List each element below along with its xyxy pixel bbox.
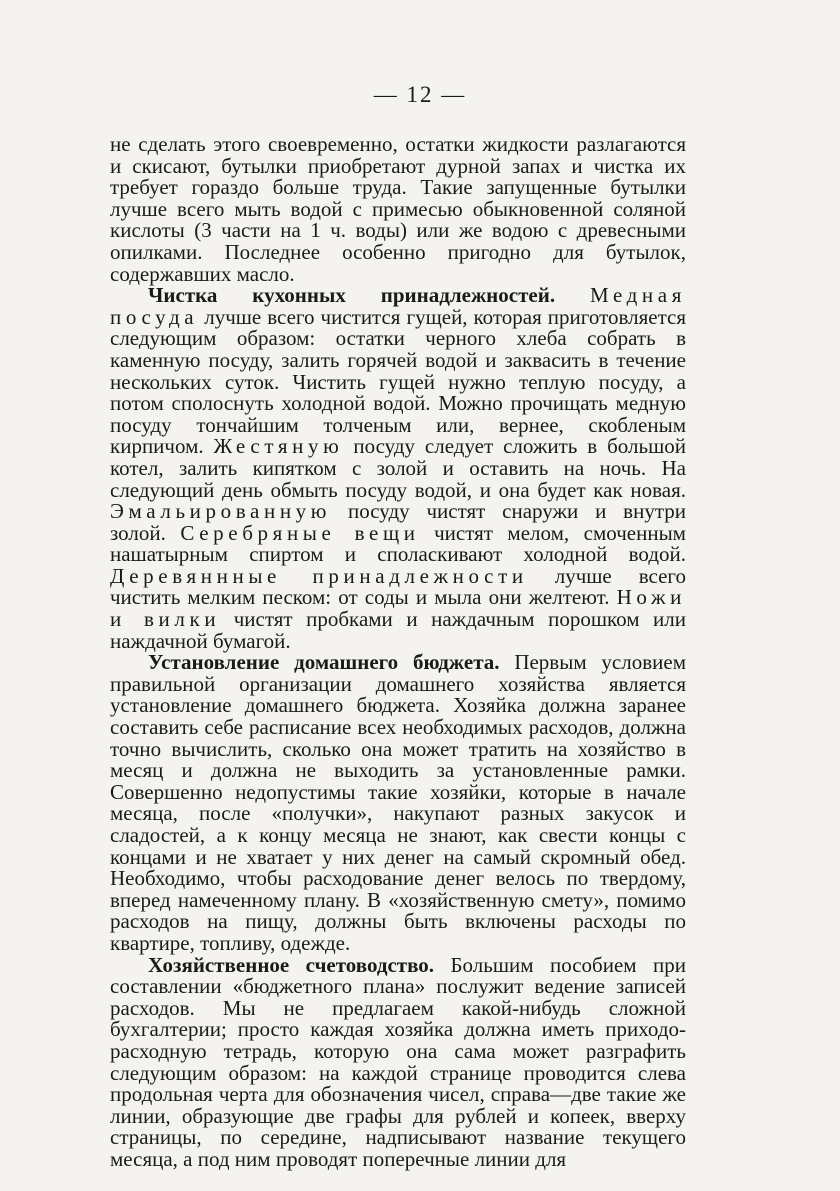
text-segment: чистят мелом, смоченным нашатырным спиртом и споласкивают холодной водой. [110,520,686,567]
emphasized-term: Серебряные вещи [180,520,420,545]
text-segment: Первым условием правильной организации домашнего хозяйства является установление домашнего бюджета. Хозяйка должна заранее составить себе расписание всех необходимых расходов, должна точно вычислить, сколько она может тратить на хозяйство в месяц и должна не выходить за установленные рамки. Совершенно недопустимы такие хозяйки, которые в начале месяца, после «получки», накупают разных закусок и сладостей, а к концу месяца не знают, как свести концы с концами и не хватает у них денег на самый скромный обед. Необходимо, чтобы расходование денег велось по твердому, вперед намеченному плану. В «хозяйственную смету», помимо расходов на пищу, должны быть включены расходы по квартире, топливу, одежде. [110,650,686,955]
body-text [110,134,686,1171]
text-segment: чистят пробками и наждачным порошком или наждачной бумагой. [110,607,687,653]
page-number: — 12 — [373,82,467,107]
paragraph [110,134,686,285]
paragraph [110,652,686,954]
emphasized-term: Деревяннные принадлежности [110,563,528,588]
text-segment: лучше всего чистится гущей, которая приготовляется следующим образом: остатки черного хлеба собрать в каменную посуду, залить горячей водой и заквасить в течение нескольких суток. Чистить гущей нужно теплую посуду, а потом сполоснуть холодной водой. Можно прочищать медную посуду тончайшим толченым или, вернее, скобленым кирпичом. [110,304,686,459]
text-segment [555,283,590,307]
section-heading: Установление домашнего бюджета. [148,650,500,675]
text-segment: не сделать этого своевременно, остатки жидкости разлагаются и скисают, бутылки приобретают дурной запах и чистка их требует гораздо больше труда. Такие запущенные бутылки лучше всего мыть водой с примесью обыкновенной соляной кислоты (3 части на 1 ч. воды) или же водою с древесными опилками. Последнее особенно пригодно для бутылок, содержавших масло. [110,132,686,286]
text-segment: посуду чистят снаружи и внутри золой. [110,499,686,545]
text-segment: Большим пособием при составлении «бюджетного плана» послужит ведение записей расходов. Мы не предлагаем какой-нибудь сложной бухгалтерии; просто каждая хозяйка должна иметь приходо-расходную тетрадь, которую она сама может разграфить следующим образом: на каждой странице проводится слева продольная черта для обозначения чисел, справа—две такие же линии, образующие две графы для рублей и копеек, вверху страницы, по середине, надписывают название текущего месяца, а под ним проводят поперечные линии для [110,952,686,1171]
emphasized-term: Жестяную [213,434,344,459]
paragraph [110,952,686,1171]
section-heading: Чистка кухонных принадлежностей. [148,283,556,308]
text-segment: лучше всего чистить мелким песком: от соды и мыла они желтеют. [110,563,686,610]
emphasized-term: Медная посуда [110,283,686,329]
section-heading: Хозяйственное счетоводство. [148,952,435,977]
text-segment: посуду следует сложить в большой котел, залить кипятком с золой и оставить на ночь. На следующий день обмыть посуду водой, и она будет как новая. [110,434,686,502]
emphasized-term: Ножи и вилки [110,585,686,632]
paragraph [110,285,686,652]
emphasized-term: Эмальированную [110,499,332,524]
